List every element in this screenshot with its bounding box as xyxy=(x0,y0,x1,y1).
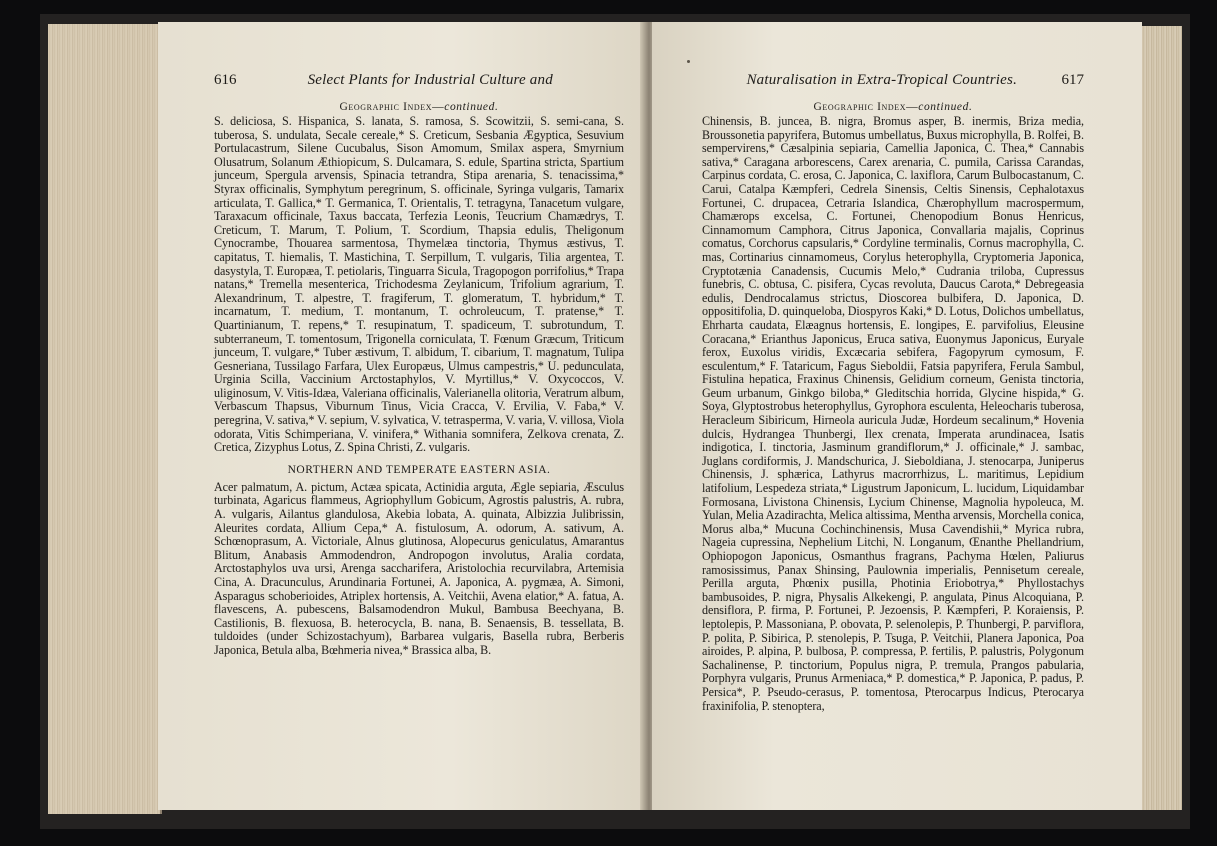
right-running-head xyxy=(702,72,1084,89)
left-section-heading-continued: continued. xyxy=(444,101,499,113)
region-subheading: NORTHERN AND TEMPERATE EASTERN ASIA. xyxy=(287,463,551,476)
left-section-heading xyxy=(214,101,624,113)
paper-speck xyxy=(687,60,690,63)
left-paragraph-2: Acer palmatum, A. pictum, Actæa spicata, Actinidia arguta, Ægle sepiaria, Æsculus turbinata, Agaricus flammeus, Agriophyllum Gobicum, Agrostis palustris, A. rubra, A. vulgaris, Ailantus glandulosa, Akebia lobata, A. quinata, Albizzia Julibrissin, Aleurites cordata, Allium Cepa,* A. fistulosum, A. odorum, A. sativum, A. Schœnoprasum, A. Victoriale, Alnus glutinosa, Alopecurus geniculatus, Amarantus Blitum, Anabasis Ammodendron, Andropogon involutus, Aralia cordata, Arctostaphylos uva ursi, Arenga saccharifera, Aristolochia recurvilabra, Artemisia Cina, A. Dracunculus, Arundinaria Fortunei, A. Japonica, A. pygmæa, A. Simoni, Asparagus schoberioides, Atriplex hortensis, A. Veitchii, Avena elatior,* A. fatua, A. flavescens, A. pubescens, Balsamodendron Mukul, Bambusa Beechyana, B. Castilionis, B. flexuosa, B. heterocycla, B. nana, B. Senaensis, B. tessellata, B. tuldoides (under Schizostachyum), Barbarea vulgaris, Basella rubra, Berberis Japonica, Betula alba, Bœhmeria nivea,* Brassica alba, B. xyxy=(214,479,624,657)
page-stack-right-edge xyxy=(1140,26,1182,810)
right-page-number: 617 xyxy=(1061,72,1084,88)
right-running-title: Naturalisation in Extra-Tropical Countries. xyxy=(746,72,1018,88)
left-page xyxy=(158,22,646,810)
right-section-heading-label: Geographic Index— xyxy=(813,101,919,113)
right-section-heading xyxy=(702,101,1084,113)
left-page-number: 616 xyxy=(214,72,237,88)
left-running-head xyxy=(214,72,624,89)
right-section-heading-continued: continued. xyxy=(918,101,973,113)
right-paragraph-1: Chinensis, B. juncea, B. nigra, Bromus asper, B. inermis, Briza media, Broussonetia papyrifera, Butomus umbellatus, Buxus microphylla, B. Rolfei, B. sempervirens,* Cæsalpinia sepiaria, Camellia Japonica, C. Thea,* Cannabis sativa,* Caragana arborescens, Carex arenaria, C. pumila, Carissa Carandas, Carpinus cordata, C. erosa, C. Japonica, C. laxiflora, Carum Bulbocastanum, C. Carui, Catalpa Kæmpferi, Cedrela Sinensis, Celtis Sinensis, Cephalotaxus Fortunei, C. drupacea, Cetraria Islandica, Chærophyllum macrospermum, Chamærops excelsa, C. Fortunei, Chenopodium Bonus Henricus, Cinnamomum Camphora, Citrus Japonica, Convallaria majalis, Coprinus comatus, Corchorus capsularis,* Cordyline terminalis, Cornus macrophylla, C. mas, Cortinarius cinnamomeus, Corylus heterophylla, Cryptomeria Japonica, Cryptotænia Canadensis, Cucumis Melo,* Cudrania triloba, Cupressus funebris, C. obtusa, C. pisifera, Cycas revoluta, Daucus Carota,* Debregeasia edulis, Dendrocalamus strictus, Dioscorea bulbifera, D. Japonica, D. oppositifolia, D. quinqueloba, Diospyros Kaki,* D. Lotus, Dolichos umbellatus, Ehrharta caudata, Elæagnus hortensis, E. longipes, E. parvifolius, Eleusine Coracana,* Erianthus Japonicus, Eruca sativa, Euonymus Japonicus, Euryale ferox, Euxolus viridis, Excæcaria sebifera, Fagopyrum cymosum, F. esculentum,* F. Tataricum, Fagus Sieboldii, Fatsia papyrifera, Ferula Sambul, Fistulina hepatica, Fraxinus Chinensis, Gelidium corneum, Genista tinctoria, Geum urbanum, Ginkgo biloba,* Gleditschia horrida, Glycine hispida,* G. Soya, Glyptostrobus heterophyllus, Gyrophora esculenta, Heleocharis tuberosa, Heracleum Sibiricum, Hirneola auricula Judæ, Hordeum secalinum,* Hovenia dulcis, Hydrangea Thunbergi, Ilex crenata, Imperata arundinacea, Isatis indigotica, I. tinctoria, Jasminum grandiflorum,* J. officinale,* J. sambac, Juglans cordiformis, J. Mandschurica, J. Sieboldiana, J. stenocarpa, Juniperus Chinensis, J. sphærica, Lathyrus macrorrhizus, L. maritimus, Lepidium latifolium, Lespedeza striata,* Ligustrum Japonicum, L. lucidum, Liquidambar Formosana, Livistona Chinensis, Lycium Chinense, Magnolia hypoleuca, M. Yulan, Melia Azadirachta, Melica altissima, Mentha arvensis, Morchella conica, Morus alba,* Mucuna Cochinchinensis, Musa Cavendishii,* Myrica rubra, Nageia cupressina, Nephelium Litchi, N. Longanum, Œnanthe Phellandrium, Ophiopogon Japonicus, Osmanthus fragrans, Pachyma Hœlen, Paliurus ramosissimus, Panax Shinsing, Paulownia imperialis, Pennisetum cereale, Perilla arguta, Phœnix pusilla, Photinia Eriobotrya,* Phyllostachys bambusoides, P. nigra, Physalis Alkekengi, P. angulata, Pinus Alcoquiana, P. densiflora, P. firma, P. Fortunei, P. Jezoensis, P. Kæmpferi, P. Koraiensis, P. leptolepis, P. Massoniana, P. obovata, P. selenolepis, P. Thunbergi, P. parviflora, P. polita, P. Sibirica, P. stenolepis, P. Tsuga, P. Veitchii, Planera Japonica, Poa airoides, P. alpina, P. bulbosa, P. compressa, P. fertilis, P. palustris, Polygonum Sachalinense, P. tinctorium, Populus nigra, P. tremula, Prangos pabularia, Porphyra vulgaris, Prunus Armeniaca,* P. domestica,* P. Japonica, P. padus, P. Persica*, P. Pseudo-cerasus, P. tomentosa, Pterocarpus Indicus, Pterocarya fraxinifolia, P. stenoptera, xyxy=(702,114,1084,713)
left-running-title: Select Plants for Industrial Culture and xyxy=(307,72,553,88)
left-section-heading-label: Geographic Index— xyxy=(339,101,445,113)
page-stack-left-edge xyxy=(48,24,162,814)
right-page xyxy=(652,22,1142,810)
left-paragraph-1: S. deliciosa, S. Hispanica, S. lanata, S. ramosa, S. Scowitzii, S. semi-cana, S. tuberosa, S. undulata, Secale cereale,* S. Creticum, Sesbania Ægyptica, Sesuvium Portulacastrum, Silene Cucubalus, Sison Amomum, Smilax aspera, Smyrnium Olusatrum, Solanum Æthiopicum, S. Dulcamara, S. edule, Spartina stricta, Spartium junceum, Spergula arvensis, Spinacia tetrandra, Stipa arenaria, S. tenacissima,* Styrax officinalis, Symphytum peregrinum, S. officinale, Syringa vulgaris, Tamarix articulata, T. Gallica,* T. Germanica, T. Orientalis, T. tetragyna, Tanacetum vulgare, Taraxacum officinale, Taxus baccata, Terfezia Leonis, Teucrium Chamædrys, T. Creticum, T. Marum, T. Polium, T. Scordium, Thapsia edulis, Theligonum Cynocrambe, Thouarea sarmentosa, Thymelæa tinctoria, Thymus æstivus, T. capitatus, T. hiemalis, T. Mastichina, T. Serpillum, T. vulgaris, Tilia argentea, T. dasystyla, T. Europæa, T. petiolaris, Tinguarra Sicula, Tragopogon porrifolius,* Trapa natans,* Tremella mesenterica, Trichodesma Zeylanicum, Trifolium agrarium, T. Alexandrinum, T. alpestre, T. fragiferum, T. glomeratum, T. hybridum,* T. incarnatum, T. medium, T. montanum, T. ochroleucum, T. pratense,* T. Quartinianum, T. repens,* T. resupinatum, T. spadiceum, T. subrotundum, T. subterraneum, T. tomentosum, Trigonella corniculata, T. Fœnum Græcum, Triticum junceum, T. vulgare,* Tuber æstivum, T. albidum, T. cibarium, T. magnatum, Tulipa Gesneriana, Tussilago Farfara, Ulex Europæus, Ulmus campestris,* U. pedunculata, Urginia Scilla, Vaccinium Arctostaphylos, V. Myrtillus,* V. Oxycoccos, V. uliginosum, V. Vitis-Idæa, Valeriana officinalis, Valerianella olitoria, Veratrum album, Verbascum Thapsus, Viburnum Tinus, Vicia Cracca, V. Ervilia, V. Faba,* V. peregrina, V. sativa,* V. sepium, V. sylvatica, V. tetrasperma, V. varia, V. villosa, Viola odorata, Vitis Schimperiana, V. vinifera,* Withania somnifera, Zelkova crenata, Z. Cretica, Zizyphus Lotus, Z. Spina Christi, Z. vulgaris. xyxy=(214,114,624,455)
